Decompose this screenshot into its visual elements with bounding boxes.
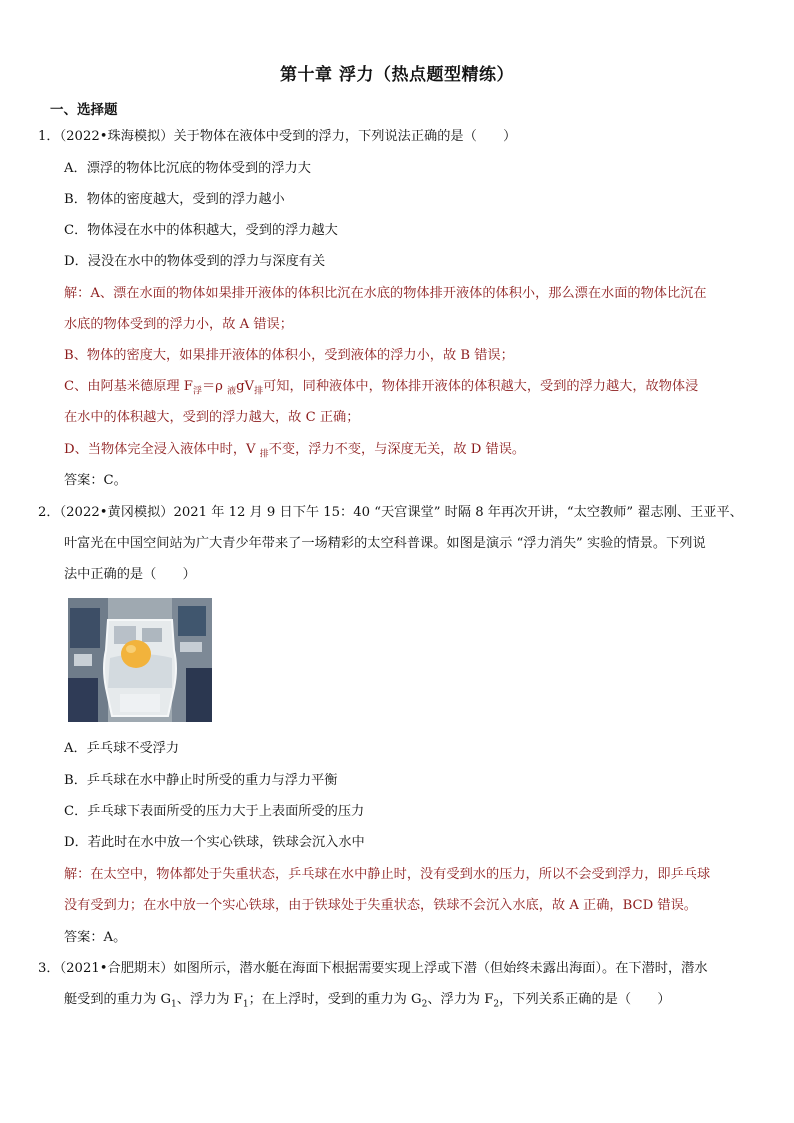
- question-2-stem-line3: 法中正确的是（ ）: [64, 567, 196, 582]
- subscript: 1: [171, 999, 177, 1010]
- question-3-stem-line1: 3．（2021•合肥期末）如图所示，潜水艇在海面下根据需要实现上浮或下潜（但始终未露出海面）。在下潜时，潜水: [38, 961, 708, 976]
- explanation-text: ＝ρ: [201, 379, 228, 394]
- question-1-answer: 答案：C。: [64, 473, 127, 488]
- stem-text: ，下列关系正确的是（ ）: [499, 992, 671, 1007]
- page-title: 第十章 浮力（热点题型精练）: [280, 65, 514, 85]
- question-1-explanation-c-line2: 在水中的体积越大，受到的浮力越大，故 C 正确；: [64, 410, 360, 425]
- explanation-text: D、当物体完全浸入液体中时，V: [64, 442, 260, 457]
- explanation-text: C、由阿基米德原理 F: [64, 379, 193, 394]
- stem-text: 、浮力为 F: [427, 992, 494, 1007]
- subscript: 2: [421, 999, 428, 1010]
- question-3-stem-line2: [64, 987, 754, 1018]
- question-2-answer: 答案：A。: [64, 930, 127, 945]
- stem-text: 艇受到的重力为 G: [64, 992, 172, 1007]
- question-1-explanation-d: [64, 437, 754, 468]
- subscript: 2: [493, 999, 500, 1010]
- explanation-text: 可知，同种液体中，物体排开液体的体积越大，受到的浮力越大，故物体浸: [263, 379, 699, 394]
- question-2-explanation-line1: 解：在太空中，物体都处于失重状态，乒乓球在水中静止时，没有受到水的压力，所以不会受到浮力，即乒乓球: [64, 867, 711, 882]
- question-2-option-d: D．若此时在水中放一个实心铁球，铁球会沉入水中: [64, 835, 365, 850]
- question-2-stem-line1: 2．（2022•黄冈模拟）2021 年 12 月 9 日下午 15：40 “天宫课堂” 时隔 8 年再次开讲，“太空教师” 翟志刚、王亚平、: [38, 505, 743, 520]
- question-1-option-a: A．漂浮的物体比沉底的物体受到的浮力大: [64, 161, 311, 176]
- space-experiment-photo: [68, 598, 212, 722]
- subscript: 排: [259, 449, 269, 460]
- question-1-option-b: B．物体的密度越大，受到的浮力越小: [64, 192, 285, 207]
- subscript: 液: [227, 386, 237, 397]
- question-1-option-c: C．物体浸在水中的体积越大，受到的浮力越大: [64, 223, 338, 238]
- question-1-option-d: D．浸没在水中的物体受到的浮力与深度有关: [64, 254, 326, 269]
- explanation-text: 不变，浮力不变，与深度无关，故 D 错误。: [268, 442, 526, 457]
- question-2-option-a: A．乒乓球不受浮力: [64, 741, 180, 756]
- stem-text: 、浮力为 F: [176, 992, 243, 1007]
- space-experiment-photo-image: [68, 598, 212, 722]
- subscript: 排: [254, 386, 264, 397]
- question-1-explanation-a-line1: 解：A、漂在水面的物体如果排开液体的体积比沉在水底的物体排开液体的体积小，那么漂在水面的物体比沉在: [64, 286, 707, 301]
- question-1-explanation-a-line2: 水底的物体受到的浮力小，故 A 错误；: [64, 317, 293, 332]
- explanation-text: gV: [236, 379, 255, 394]
- question-1-stem: 1．（2022•珠海模拟）关于物体在液体中受到的浮力，下列说法正确的是（ ）: [38, 129, 517, 144]
- question-2-option-b: B．乒乓球在水中静止时所受的重力与浮力平衡: [64, 773, 338, 788]
- question-1-explanation-c-line1: [64, 374, 754, 405]
- question-2-explanation-line2: 没有受到力；在水中放一个实心铁球，由于铁球处于失重状态，铁球不会沉入水底，故 A 正确，BCD 错误。: [64, 898, 697, 913]
- section-heading: 一、选择题: [50, 102, 118, 118]
- question-2-stem-line2: 叶富光在中国空间站为广大青少年带来了一场精彩的太空科普课。如图是演示 “浮力消失” 实验的情景。下列说: [64, 536, 706, 551]
- subscript: 1: [242, 999, 249, 1010]
- question-1-explanation-b: B、物体的密度大，如果排开液体的体积小，受到液体的浮力小，故 B 错误；: [64, 348, 514, 363]
- question-2-option-c: C．乒乓球下表面所受的压力大于上表面所受的压力: [64, 804, 365, 819]
- stem-text: ；在上浮时，受到的重力为 G: [248, 992, 422, 1007]
- subscript: 浮: [192, 386, 202, 397]
